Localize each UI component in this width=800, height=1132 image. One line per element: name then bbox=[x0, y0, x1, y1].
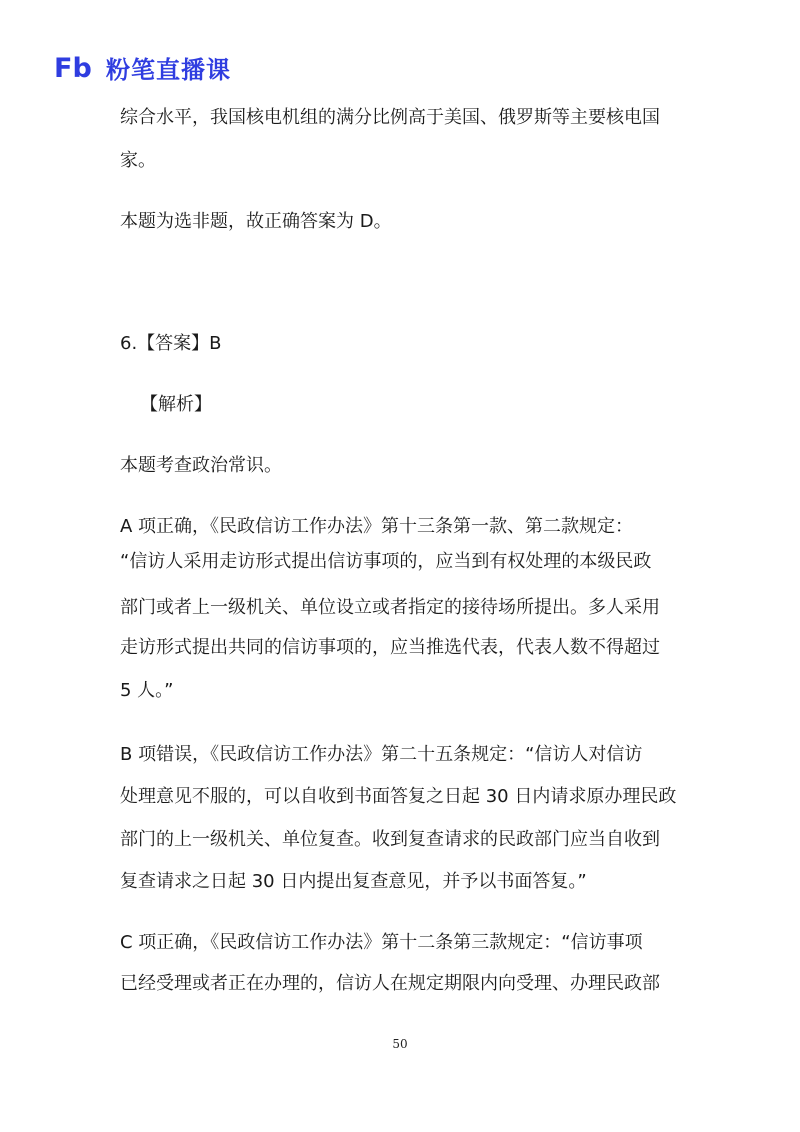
paragraph-line: 走访形式提出共同的信访事项的，应当推选代表，代表人数不得超过 bbox=[120, 637, 660, 658]
analysis-heading: 【解析】 bbox=[140, 394, 212, 415]
paragraph-line: 部门或者上一级机关、单位设立或者指定的接待场所提出。多人采用 bbox=[120, 597, 660, 618]
paragraph-line: 已经受理或者正在办理的，信访人在规定期限内向受理、办理民政部 bbox=[120, 973, 660, 994]
page-number: 50 bbox=[392, 1037, 408, 1051]
paragraph-line: 综合水平，我国核电机组的满分比例高于美国、俄罗斯等主要核电国 bbox=[120, 107, 660, 128]
conclusion-line: 本题为选非题，故正确答案为 D。 bbox=[120, 211, 392, 232]
answer-heading: 6.【答案】B bbox=[120, 333, 222, 354]
brand-name: 粉笔直播课 bbox=[106, 55, 231, 84]
option-c-line: C 项正确，《民政信访工作办法》第十二条第三款规定：“信访事项 bbox=[120, 932, 643, 953]
option-a-line: A 项正确，《民政信访工作办法》第十三条第一款、第二款规定： bbox=[120, 516, 634, 537]
svg-text:Fb: Fb bbox=[54, 53, 92, 82]
fenbi-logo-icon bbox=[54, 52, 98, 82]
option-b-line: B 项错误，《民政信访工作办法》第二十五条规定：“信访人对信访 bbox=[120, 744, 643, 765]
paragraph-line: “信访人采用走访形式提出信访事项的，应当到有权处理的本级民政 bbox=[120, 551, 652, 572]
paragraph-line: 5 人。” bbox=[120, 680, 174, 701]
brand-header bbox=[54, 50, 231, 84]
paragraph-line: 家。 bbox=[120, 150, 156, 171]
paragraph-line: 复查请求之日起 30 日内提出复查意见，并予以书面答复。” bbox=[120, 871, 587, 892]
paragraph-line: 本题考查政治常识。 bbox=[120, 455, 282, 476]
paragraph-line: 处理意见不服的，可以自收到书面答复之日起 30 日内请求原办理民政 bbox=[120, 786, 677, 807]
paragraph-line: 部门的上一级机关、单位复查。收到复查请求的民政部门应当自收到 bbox=[120, 829, 660, 850]
